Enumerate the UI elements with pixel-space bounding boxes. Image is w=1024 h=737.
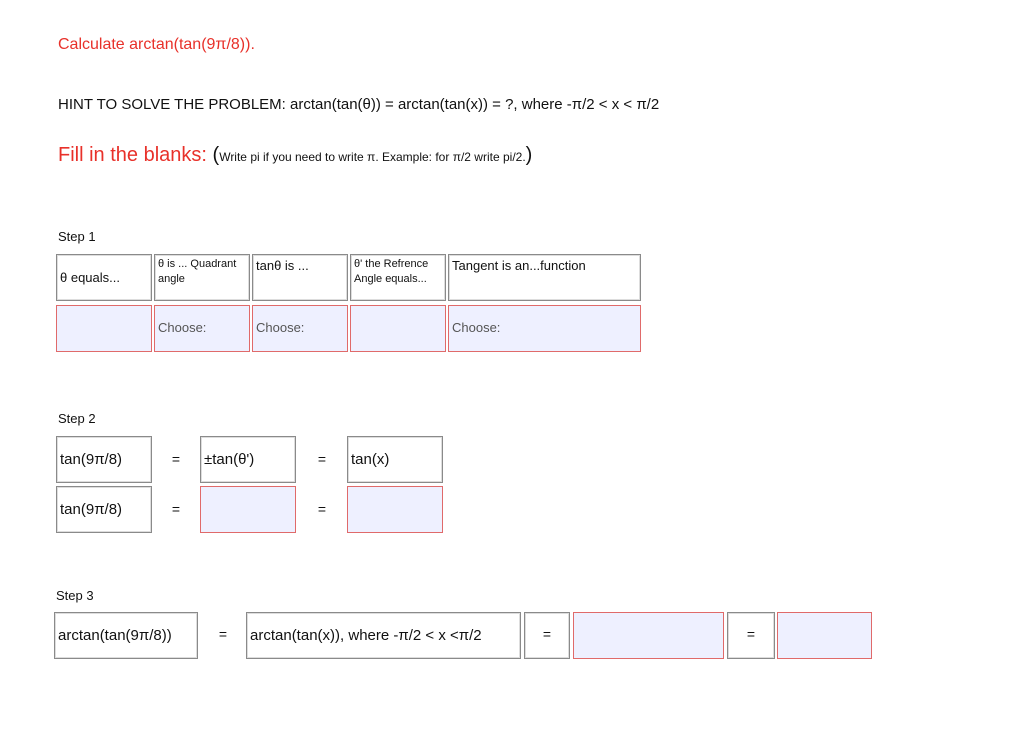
fill-label: Fill in the blanks: xyxy=(58,144,207,166)
step1-header-quadrant: θ is ... Quadrant angle xyxy=(154,254,250,301)
step3-eq3-box xyxy=(727,612,775,659)
fill-note: Write pi if you need to write π. Example: for π/2 write pi/2. xyxy=(219,150,526,164)
step1-header-tan-sign: tanθ is ... xyxy=(252,254,348,301)
step1-label: Step 1 xyxy=(58,229,96,244)
step1-header-reference-angle: θ' the Refrence Angle equals... xyxy=(350,254,446,301)
note-close-paren: ) xyxy=(525,144,533,166)
step2-tan-x-input[interactable] xyxy=(347,486,443,533)
step2-row2-eq1: = xyxy=(171,501,181,517)
step3-eq3: = xyxy=(746,626,756,642)
step2-row1-mid: ±tan(θ') xyxy=(200,436,296,483)
step2-row1-lhs: tan(9π/8) xyxy=(56,436,152,483)
step3-eq2: = xyxy=(542,626,552,642)
reference-angle-input[interactable] xyxy=(350,305,446,352)
step2-label: Step 2 xyxy=(58,411,96,426)
step2-row1-eq1: = xyxy=(171,451,181,467)
step3-x-input[interactable] xyxy=(573,612,724,659)
step2-row1-eq2: = xyxy=(317,451,327,467)
step3-lhs: arctan(tan(9π/8)) xyxy=(54,612,198,659)
step1-header-theta: θ equals... xyxy=(56,254,152,301)
step2-row2-lhs: tan(9π/8) xyxy=(56,486,152,533)
quadrant-select[interactable]: Choose: xyxy=(154,305,250,352)
step3-label: Step 3 xyxy=(56,588,94,603)
hint-text: HINT TO SOLVE THE PROBLEM: arctan(tan(θ)) = arctan(tan(x)) = ?, where -π/2 < x < π/2 xyxy=(58,96,660,113)
tangent-function-select[interactable]: Choose: xyxy=(448,305,641,352)
step3-eq2-box xyxy=(524,612,570,659)
step2-row1-rhs: tan(x) xyxy=(347,436,443,483)
step2-row2-eq2: = xyxy=(317,501,327,517)
theta-input[interactable] xyxy=(56,305,152,352)
step1-header-tangent-function: Tangent is an...function xyxy=(448,254,641,301)
problem-title: Calculate arctan(tan(9π/8)). xyxy=(58,36,255,53)
tan-sign-select[interactable]: Choose: xyxy=(252,305,348,352)
note-open-paren: ( xyxy=(212,144,220,166)
step3-mid: arctan(tan(x)), where -π/2 < x <π/2 xyxy=(246,612,521,659)
step2-tan-reference-input[interactable] xyxy=(200,486,296,533)
fill-in-instructions xyxy=(58,144,532,167)
step3-eq1: = xyxy=(218,626,228,642)
step3-answer-input[interactable] xyxy=(777,612,872,659)
